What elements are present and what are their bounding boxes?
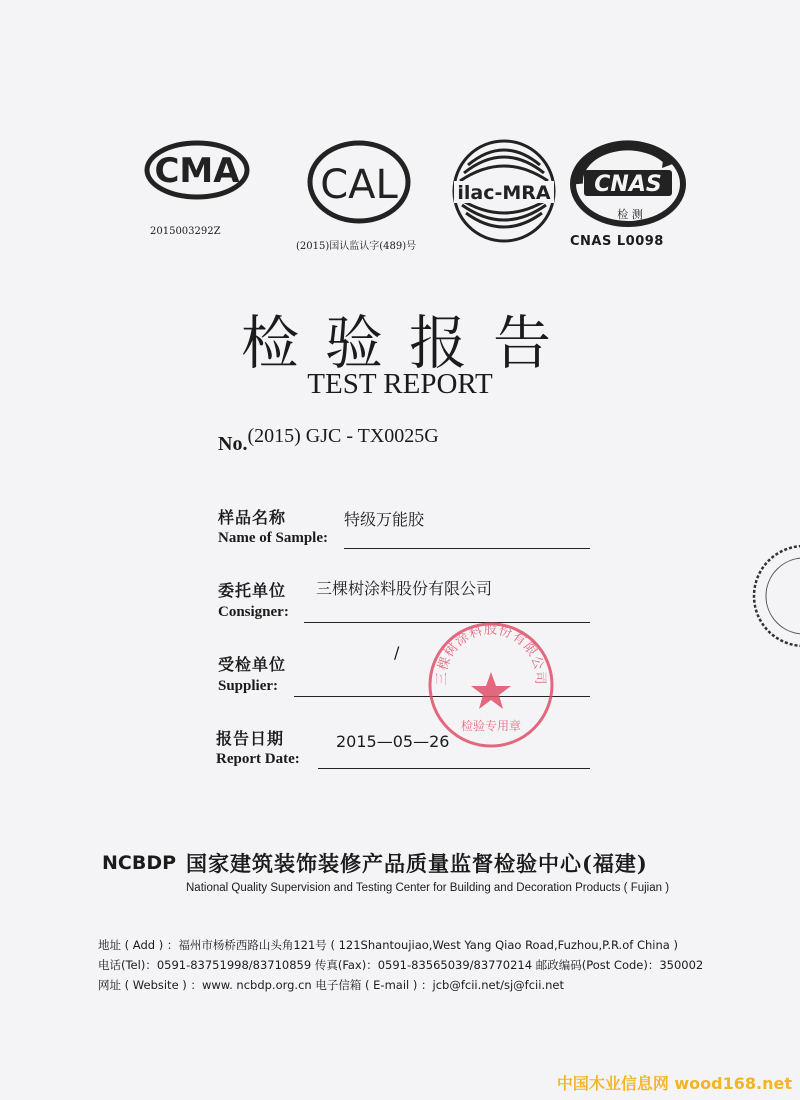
report-number-label: No.: [218, 433, 248, 455]
svg-text:ilac-MRA: ilac-MRA: [457, 182, 551, 204]
cma-registration: 2015003292Z: [150, 226, 221, 237]
title-chinese: 检验报告: [240, 309, 577, 377]
cal-registration: (2015)国认监认字(489)号: [296, 241, 417, 252]
svg-text:检验专用章: 检验专用章: [460, 719, 522, 733]
date-label-en: Report Date:: [216, 751, 300, 767]
svg-text:CMA: CMA: [154, 151, 240, 191]
cnas-code: CNAS L0098: [570, 234, 664, 249]
website-line: 网址 ( Website ) ：www. ncbdp.org.cn 电子信箱 ( E-mail ) ：jcb@fcii.net/sj@fcii.net: [98, 978, 564, 992]
center-name-chinese: 国家建筑装饰装修产品质量监督检验中心(福建): [186, 851, 648, 876]
supplier-label-zh: 受检单位: [218, 655, 287, 674]
date-label-zh: 报告日期: [216, 729, 285, 748]
svg-text:CNAS: CNAS: [594, 172, 662, 197]
phone-line: 电话(Tel)：0591-83751998/83710859 传真(Fax)：0591-83565039/83770214 邮政编码(Post Code)：350002: [98, 958, 704, 972]
report-number: [218, 425, 439, 455]
title-english: TEST REPORT: [307, 368, 493, 400]
center-name-english: National Quality Supervision and Testing Center for Building and Decoration Products ( Fujian ): [186, 882, 670, 894]
ilac-mra-logo: [452, 137, 556, 245]
address-line: 地址 ( Add ) ：福州市杨桥西路山头角121号 ( 121Shantoujiao,West Yang Qiao Road,Fuzhou,P.R.of China ): [98, 938, 678, 952]
center-abbreviation: NCBDP: [102, 852, 177, 874]
sample-value: 特级万能胶: [344, 510, 425, 529]
report-number-value: (2015) GJC - TX0025G: [247, 425, 439, 447]
svg-text:检 测: 检 测: [617, 208, 643, 221]
cma-logo: [144, 140, 250, 200]
edge-seal-fragment: [742, 536, 800, 656]
date-value: 2015—05—26: [336, 732, 450, 751]
supplier-label-en: Supplier:: [218, 678, 279, 694]
svg-text:三棵树涂料股份有限公司: 三棵树涂料股份有限公司: [434, 622, 548, 686]
consigner-label-en: Consigner:: [218, 604, 289, 620]
company-seal: [426, 620, 556, 750]
sample-label-en: Name of Sample:: [218, 530, 328, 546]
date-underline: [318, 768, 590, 769]
supplier-value: /: [394, 643, 400, 662]
svg-text:CAL: CAL: [320, 162, 398, 208]
consigner-value: 三棵树涂料股份有限公司: [316, 579, 493, 598]
sample-label-zh: 样品名称: [218, 508, 287, 527]
site-watermark: 中国木业信息网 wood168.net: [556, 1074, 792, 1093]
sample-underline: [344, 548, 590, 549]
cal-logo: [307, 140, 411, 224]
consigner-label-zh: 委托单位: [218, 581, 287, 600]
cnas-logo: [568, 140, 688, 232]
